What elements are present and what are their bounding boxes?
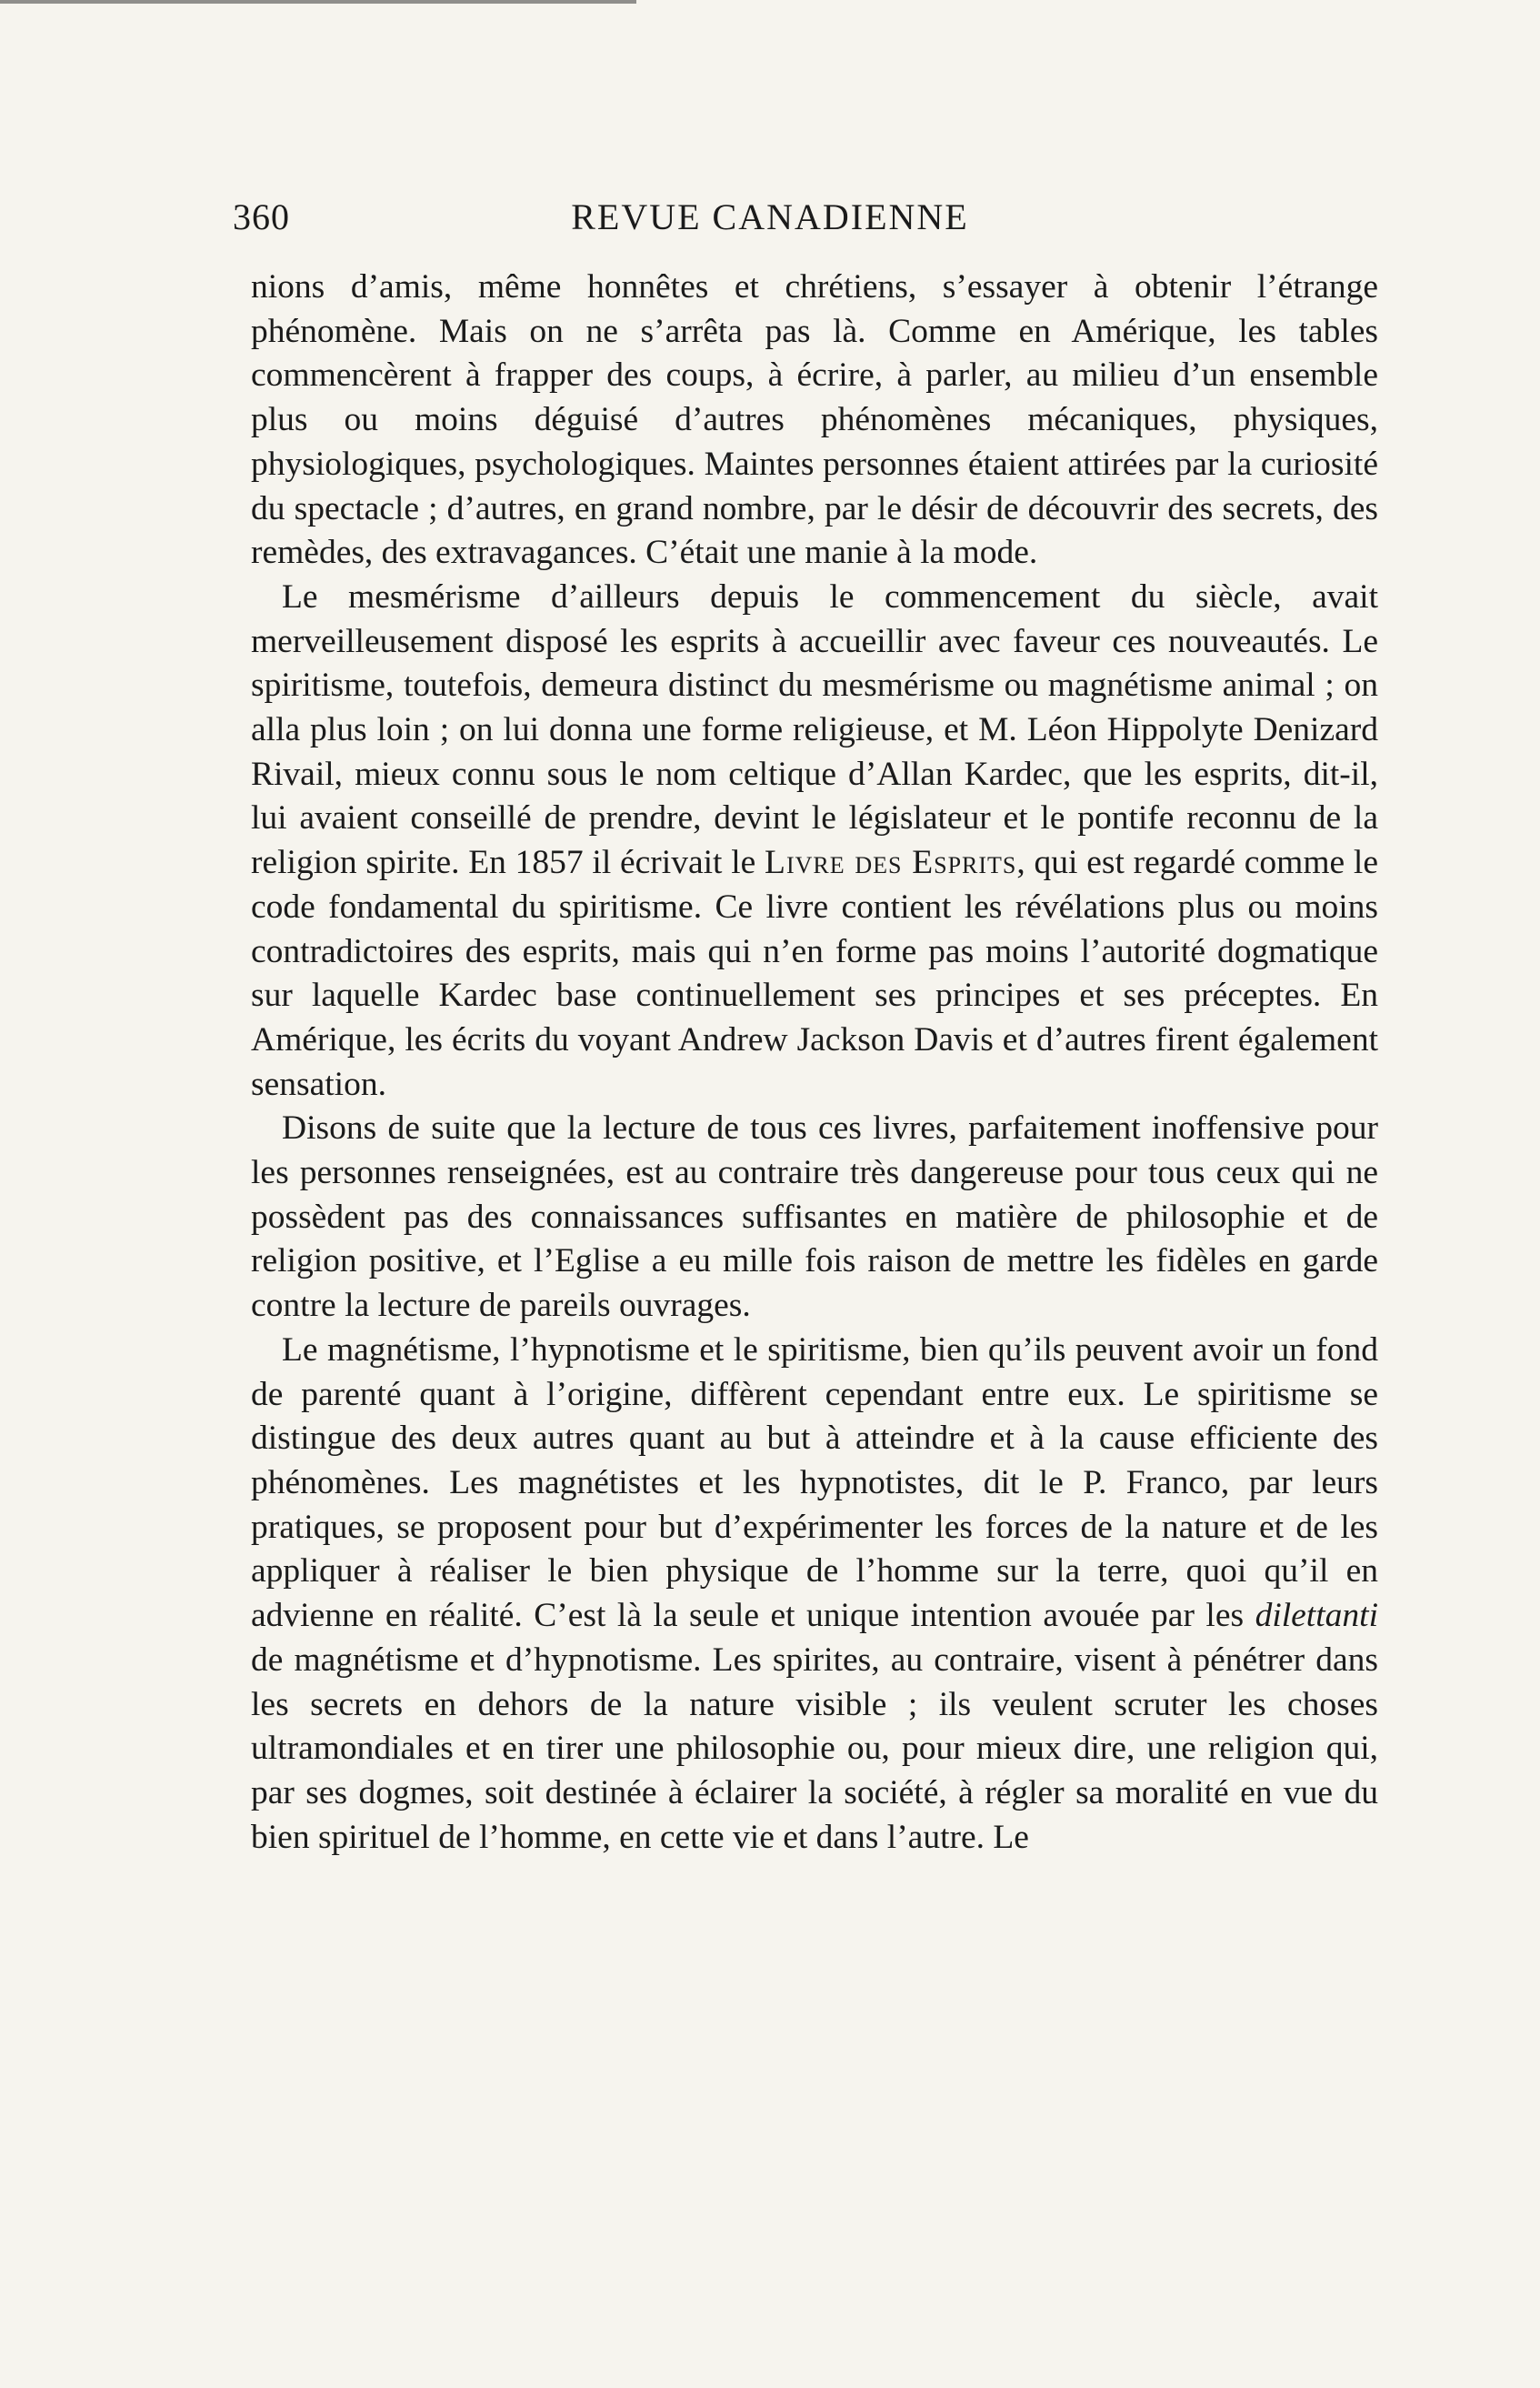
page-number: 360 <box>233 196 290 237</box>
book-title: Livre des Esprits <box>765 844 1017 882</box>
paragraph-4-text-b: de magnétisme et d’hypnotisme. Les spirites, au contraire, visent à pénétrer dans les secrets en dehors de la nature visible ; ils veulent scruter les choses ultramondiales et en tirer une philosophie ou, pour mieux dire, une religion qui, par ses dogmes, soit destinée à éclairer la société, à régler sa moralité en vue du bien spirituel de l’homme, en cette vie et dans l’autre. Le <box>251 1640 1378 1856</box>
body-text <box>251 266 1378 1860</box>
paragraph-4-text-a: Le magnétisme, l’hypnotisme et le spiritisme, bien qu’ils peuvent avoir un fond de parenté quant à l’origine, diffèrent cependant entre eux. Le spiritisme se distingue des deux autres quant au but à atteindre et à la cause efficiente des phénomènes. Les magnétistes et les hypnotistes, dit le P. Franco, par leurs pratiques, se proposent pour but d’expérimenter les forces de la nature et de les appliquer à réaliser le bien physique de l’homme sur la terre, quoi qu’il en advienne en réalité. C’est là la seule et unique intention avouée par les <box>251 1330 1378 1635</box>
paragraph-2-text-b: , qui est regardé comme le code fondamental du spiritisme. Ce livre contient les révélations plus ou moins contradictoires des esprits, mais qui n’en forme pas moins l’autorité dogmatique sur laquelle Kardec base continuellement ses principes et ses préceptes. En Amérique, les écrits du voyant Andrew Jackson Davis et d’autres firent également sensation. <box>251 844 1378 1103</box>
italic-term: dilettanti <box>1255 1597 1378 1635</box>
paragraph-2 <box>251 576 1378 1107</box>
scan-top-edge <box>0 0 636 4</box>
page-header <box>0 196 1540 250</box>
paragraph-2-text-a: Le mesmérisme d’ailleurs depuis le commencement du siècle, avait merveilleusement disposé les esprits à accueillir avec faveur ces nouveautés. Le spiritisme, toutefois, demeura distinct du mesmérisme ou magnétisme animal ; on alla plus loin ; on lui donna une forme religieuse, et M. Léon Hippolyte Denizard Rivail, mieux connu sous le nom celtique d’Allan Kardec, que les esprits, dit-il, lui avaient conseillé de prendre, devint le législateur et le pontife reconnu de la religion spirite. En 1857 il écrivait le <box>251 577 1378 882</box>
paragraph-1: nions d’amis, même honnêtes et chrétiens, s’essayer à obtenir l’étrange phénomène. Mais on ne s’arrêta pas là. Comme en Amérique, les tables commencèrent à frapper des coups, à écrire, à parler, au milieu d’un ensemble plus ou moins déguisé d’autres phénomènes mécaniques, physiques, physiologiques, psychologiques. Maintes personnes étaient attirées par la curiosité du spectacle ; d’autres, en grand nombre, par le désir de découvrir des secrets, des remèdes, des extravagances. C’était une manie à la mode. <box>251 268 1378 572</box>
running-title: REVUE CANADIENNE <box>571 196 969 237</box>
paragraph-3: Disons de suite que la lecture de tous ces livres, parfaitement inoffensive pour les personnes renseignées, est au contraire très dangereuse pour tous ceux qui ne possèdent pas des connaissances suffisantes en matière de philosophie et de religion positive, et l’Eglise a eu mille fois raison de mettre les fidèles en garde contre la lecture de pareils ouvrages. <box>251 1109 1378 1325</box>
paragraph-4 <box>251 1329 1378 1860</box>
